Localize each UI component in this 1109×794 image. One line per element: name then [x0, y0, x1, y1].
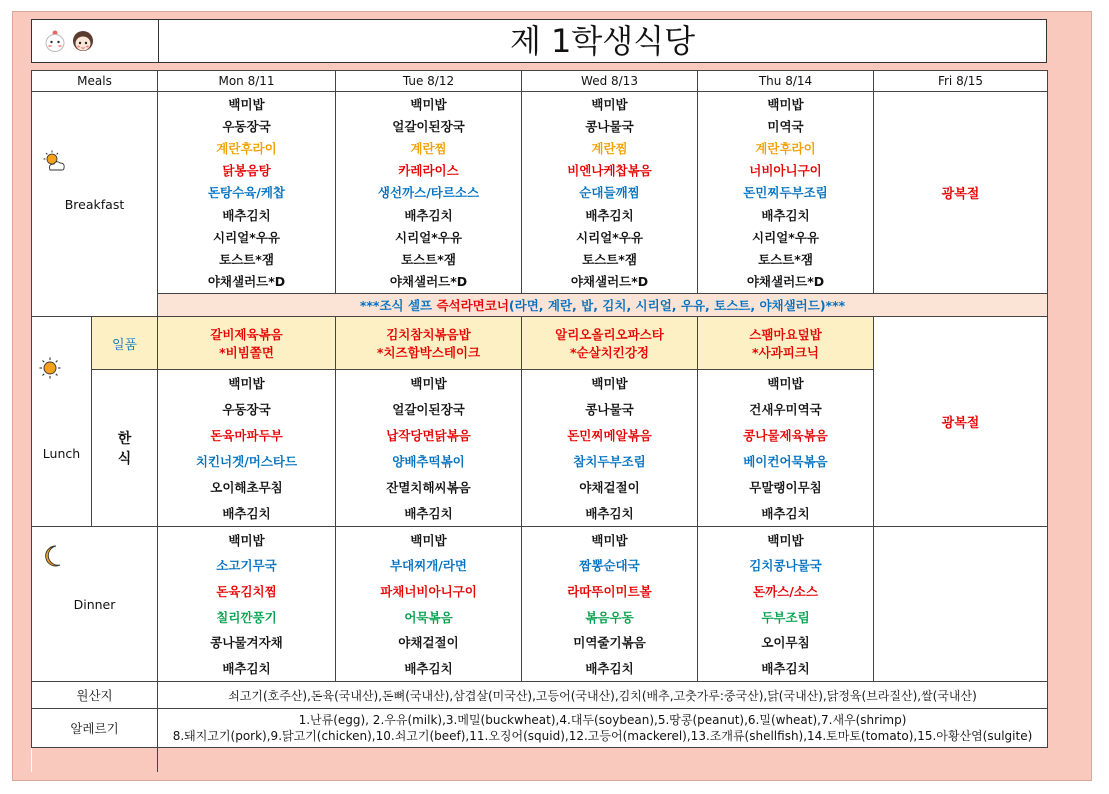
- korean-label: 한 식: [92, 370, 158, 527]
- breakfast-item: 야채샐러드*D: [207, 274, 286, 290]
- lunch-item: 납작당면닭볶음: [386, 428, 471, 443]
- breakfast-item: 시리얼*우유: [395, 229, 462, 245]
- breakfast-item: 돈탕수육/케찹: [207, 185, 286, 201]
- dinner-item: 칠리깐풍기: [216, 609, 277, 625]
- allergy-row: [32, 709, 1048, 748]
- dinner-item: 배추김치: [404, 661, 453, 677]
- dinner-label-cell: [32, 527, 158, 682]
- breakfast-item: 계란찜: [591, 140, 628, 156]
- breakfast-item: 토스트*잼: [582, 252, 637, 268]
- lunch-item: 참치두부조림: [573, 454, 646, 469]
- character-faces-icon: [44, 29, 66, 53]
- breakfast-item: 배추김치: [585, 207, 634, 223]
- day-header-tue: Tue 8/12: [336, 71, 522, 92]
- dinner-wed: [522, 527, 698, 682]
- lunch-tue: [336, 370, 522, 527]
- origin-row: [32, 682, 1048, 709]
- dinner-item: 백미밥: [228, 532, 265, 548]
- lunch-item: 양배추떡볶이: [392, 454, 465, 469]
- sun-cloud-icon: [42, 150, 66, 172]
- lunch-thu: [698, 370, 874, 527]
- dinner-item: 소고기무국: [216, 558, 277, 574]
- breakfast-thu: [698, 92, 874, 294]
- breakfast-item: 야채샐러드*D: [570, 274, 649, 290]
- dinner-item: 파채너비아니구이: [380, 584, 477, 600]
- note-part-1: ***조식 셀프: [359, 297, 437, 313]
- dinner-item: 볶음우동: [585, 609, 634, 625]
- sun-icon: [39, 357, 61, 379]
- lunch-item: 백미밥: [410, 376, 447, 391]
- breakfast-fri: [874, 92, 1048, 294]
- lunch-item: 배추김치: [585, 506, 634, 521]
- dinner-mon: [158, 527, 336, 682]
- lunch-item: 얼갈이된장국: [392, 402, 465, 417]
- lunch-item: 돈육마파두부: [210, 428, 283, 443]
- spacer-left: [32, 748, 158, 773]
- allergy-line-2: 8.돼지고기(pork),9.닭고기(chicken),10.쇠고기(beef),11.오징어(squid),12.고등어(mackerel),13.조개류(shellfish),14.토마토(tomato),15.아황산염(sulgite): [172, 729, 1033, 743]
- lunch-mon: [158, 370, 336, 527]
- special-label: 일품: [92, 317, 158, 370]
- breakfast-item: 배추김치: [761, 207, 810, 223]
- lunch-item: 잔멸치해씨볶음: [386, 480, 471, 495]
- dinner-item: 야채겉절이: [398, 635, 459, 651]
- dinner-item: 두부조림: [761, 609, 810, 625]
- moon-icon: [44, 545, 62, 567]
- breakfast-note-row: [32, 293, 1048, 316]
- note-part-2: (라면, 계란, 밥, 김치, 시리얼, 우유, 토스트, 야채샐러드)***: [508, 297, 846, 313]
- day-header-mon: Mon 8/11: [158, 71, 336, 92]
- dinner-item: 배추김치: [761, 661, 810, 677]
- logo: [32, 20, 159, 62]
- dinner-item: 돈까스/소스: [753, 584, 818, 600]
- lunch-special-row: [32, 317, 1048, 370]
- lunch-item: 치킨너겟/머스타드: [195, 454, 298, 469]
- breakfast-item: 배추김치: [222, 207, 271, 223]
- bottom-spacer-row: [32, 748, 1048, 773]
- lunch-item: 오이해초무침: [210, 480, 283, 495]
- allergy-label: 알레르기: [32, 709, 158, 748]
- breakfast-item: 백미밥: [591, 96, 628, 112]
- breakfast-item: 계란찜: [410, 140, 447, 156]
- breakfast-item: 백미밥: [767, 96, 804, 112]
- holiday-label: 광복절: [941, 416, 980, 431]
- allergy-line-1: 1.난류(egg), 2.우유(milk),3.메밀(buckwheat),4.대두(soybean),5.땅콩(peanut),6.밀(wheat),7.새우(shrimp): [298, 713, 907, 727]
- lunch-item: 배추김치: [404, 506, 453, 521]
- page-title: 제 1학생식당: [509, 22, 696, 60]
- lunch-item: 무말랭이무침: [749, 480, 822, 495]
- breakfast-item: 생선까스/타르소스: [377, 185, 480, 201]
- dinner-item: 미역줄기볶음: [573, 635, 646, 651]
- breakfast-item: 우동장국: [222, 118, 271, 134]
- breakfast-item: 돈민찌두부조림: [743, 185, 828, 201]
- special-mon: 갈비제육볶음 *비빔쫄면: [158, 317, 336, 370]
- dinner-item: 라따뚜이미트볼: [567, 584, 652, 600]
- menu-table: [31, 70, 1048, 772]
- lunch-label: Lunch: [42, 446, 81, 461]
- breakfast-item: 시리얼*우유: [752, 229, 819, 245]
- breakfast-item: 순대들깨찜: [579, 185, 640, 201]
- breakfast-wed: [522, 92, 698, 294]
- allergy-text: [158, 709, 1048, 748]
- breakfast-item: 카레라이스: [398, 163, 459, 179]
- dinner-item: 백미밥: [591, 532, 628, 548]
- lunch-item: 건새우미역국: [749, 402, 822, 417]
- breakfast-tue: [336, 92, 522, 294]
- origin-label: 원산지: [32, 682, 158, 709]
- special-tue: 김치참치볶음밥 *치즈함박스테이크: [336, 317, 522, 370]
- dinner-item: 부대찌개/라면: [389, 558, 468, 574]
- breakfast-item: 토스트*잼: [219, 252, 274, 268]
- dinner-item: 돈육김치찜: [216, 584, 277, 600]
- special-thu: 스팸마요덮밥 *사과피크닉: [698, 317, 874, 370]
- dinner-item: 짬뽕순대국: [579, 558, 640, 574]
- dinner-label: Dinner: [73, 596, 116, 612]
- breakfast-item: 비엔나케찹볶음: [567, 163, 652, 179]
- spacer-right: [158, 748, 1048, 773]
- dinner-item: 어묵볶음: [404, 609, 453, 625]
- breakfast-item: 계란후라이: [755, 140, 816, 156]
- origin-text: 쇠고기(호주산),돈육(국내산),돈뼈(국내산),삼겹살(미국산),고등어(국내산),김치(배추,고춧가루:중국산),닭(국내산),닭정육(브라질산),쌀(국내산): [158, 682, 1048, 709]
- breakfast-item: 백미밥: [228, 96, 265, 112]
- breakfast-item: 야채샐러드*D: [746, 274, 825, 290]
- dinner-item: 백미밥: [410, 532, 447, 548]
- lunch-item: 돈민찌메알볶음: [567, 428, 652, 443]
- breakfast-item: 배추김치: [404, 207, 453, 223]
- breakfast-item: 토스트*잼: [758, 252, 813, 268]
- dinner-item: 배추김치: [222, 661, 271, 677]
- breakfast-row: [32, 92, 1048, 294]
- dinner-fri: [874, 527, 1048, 682]
- header-row: [32, 71, 1048, 92]
- breakfast-item: 닭봉음탕: [222, 163, 271, 179]
- dinner-item: 오이무침: [761, 635, 810, 651]
- character-face-icon: [72, 29, 94, 53]
- note-part-highlight: 즉석라면코너: [436, 297, 509, 313]
- special-wed: 알리오올리오파스타 *순살치킨강정: [522, 317, 698, 370]
- dinner-item: 배추김치: [585, 661, 634, 677]
- lunch-fri: [874, 317, 1048, 527]
- holiday-label: 광복절: [941, 186, 980, 202]
- dinner-thu: [698, 527, 874, 682]
- lunch-item: 야채겉절이: [579, 480, 640, 495]
- breakfast-item: 토스트*잼: [401, 252, 456, 268]
- breakfast-item: 백미밥: [410, 96, 447, 112]
- breakfast-item: 콩나물국: [585, 118, 634, 134]
- lunch-item: 우동장국: [222, 402, 271, 417]
- dinner-tue: [336, 527, 522, 682]
- day-header-wed: Wed 8/13: [522, 71, 698, 92]
- breakfast-item: 계란후라이: [216, 140, 277, 156]
- breakfast-label-cell: [32, 92, 158, 317]
- meals-header: Meals: [32, 71, 158, 92]
- dinner-item: 백미밥: [767, 532, 804, 548]
- dinner-row: [32, 527, 1048, 682]
- dinner-item: 콩나물겨자채: [210, 635, 283, 651]
- breakfast-item: 시리얼*우유: [213, 229, 280, 245]
- dinner-item: 김치콩나물국: [749, 558, 822, 574]
- lunch-item: 베이컨어묵볶음: [743, 454, 828, 469]
- lunch-item: 배추김치: [222, 506, 271, 521]
- lunch-item: 콩나물국: [585, 402, 634, 417]
- breakfast-item: 너비아니구이: [749, 163, 822, 179]
- breakfast-label: Breakfast: [64, 196, 125, 212]
- lunch-item: 백미밥: [228, 376, 265, 391]
- breakfast-item: 얼갈이된장국: [392, 118, 465, 134]
- day-header-fri: Fri 8/15: [874, 71, 1048, 92]
- lunch-item: 백미밥: [591, 376, 628, 391]
- lunch-item: 배추김치: [761, 506, 810, 521]
- breakfast-item: 야채샐러드*D: [389, 274, 468, 290]
- lunch-item: 백미밥: [767, 376, 804, 391]
- breakfast-note: [158, 293, 1048, 316]
- breakfast-item: 미역국: [767, 118, 804, 134]
- day-header-thu: Thu 8/14: [698, 71, 874, 92]
- lunch-item: 콩나물제육볶음: [743, 428, 828, 443]
- breakfast-item: 시리얼*우유: [576, 229, 643, 245]
- breakfast-mon: [158, 92, 336, 294]
- lunch-wed: [522, 370, 698, 527]
- title-bar: [31, 19, 1047, 63]
- lunch-label-cell: [32, 317, 92, 527]
